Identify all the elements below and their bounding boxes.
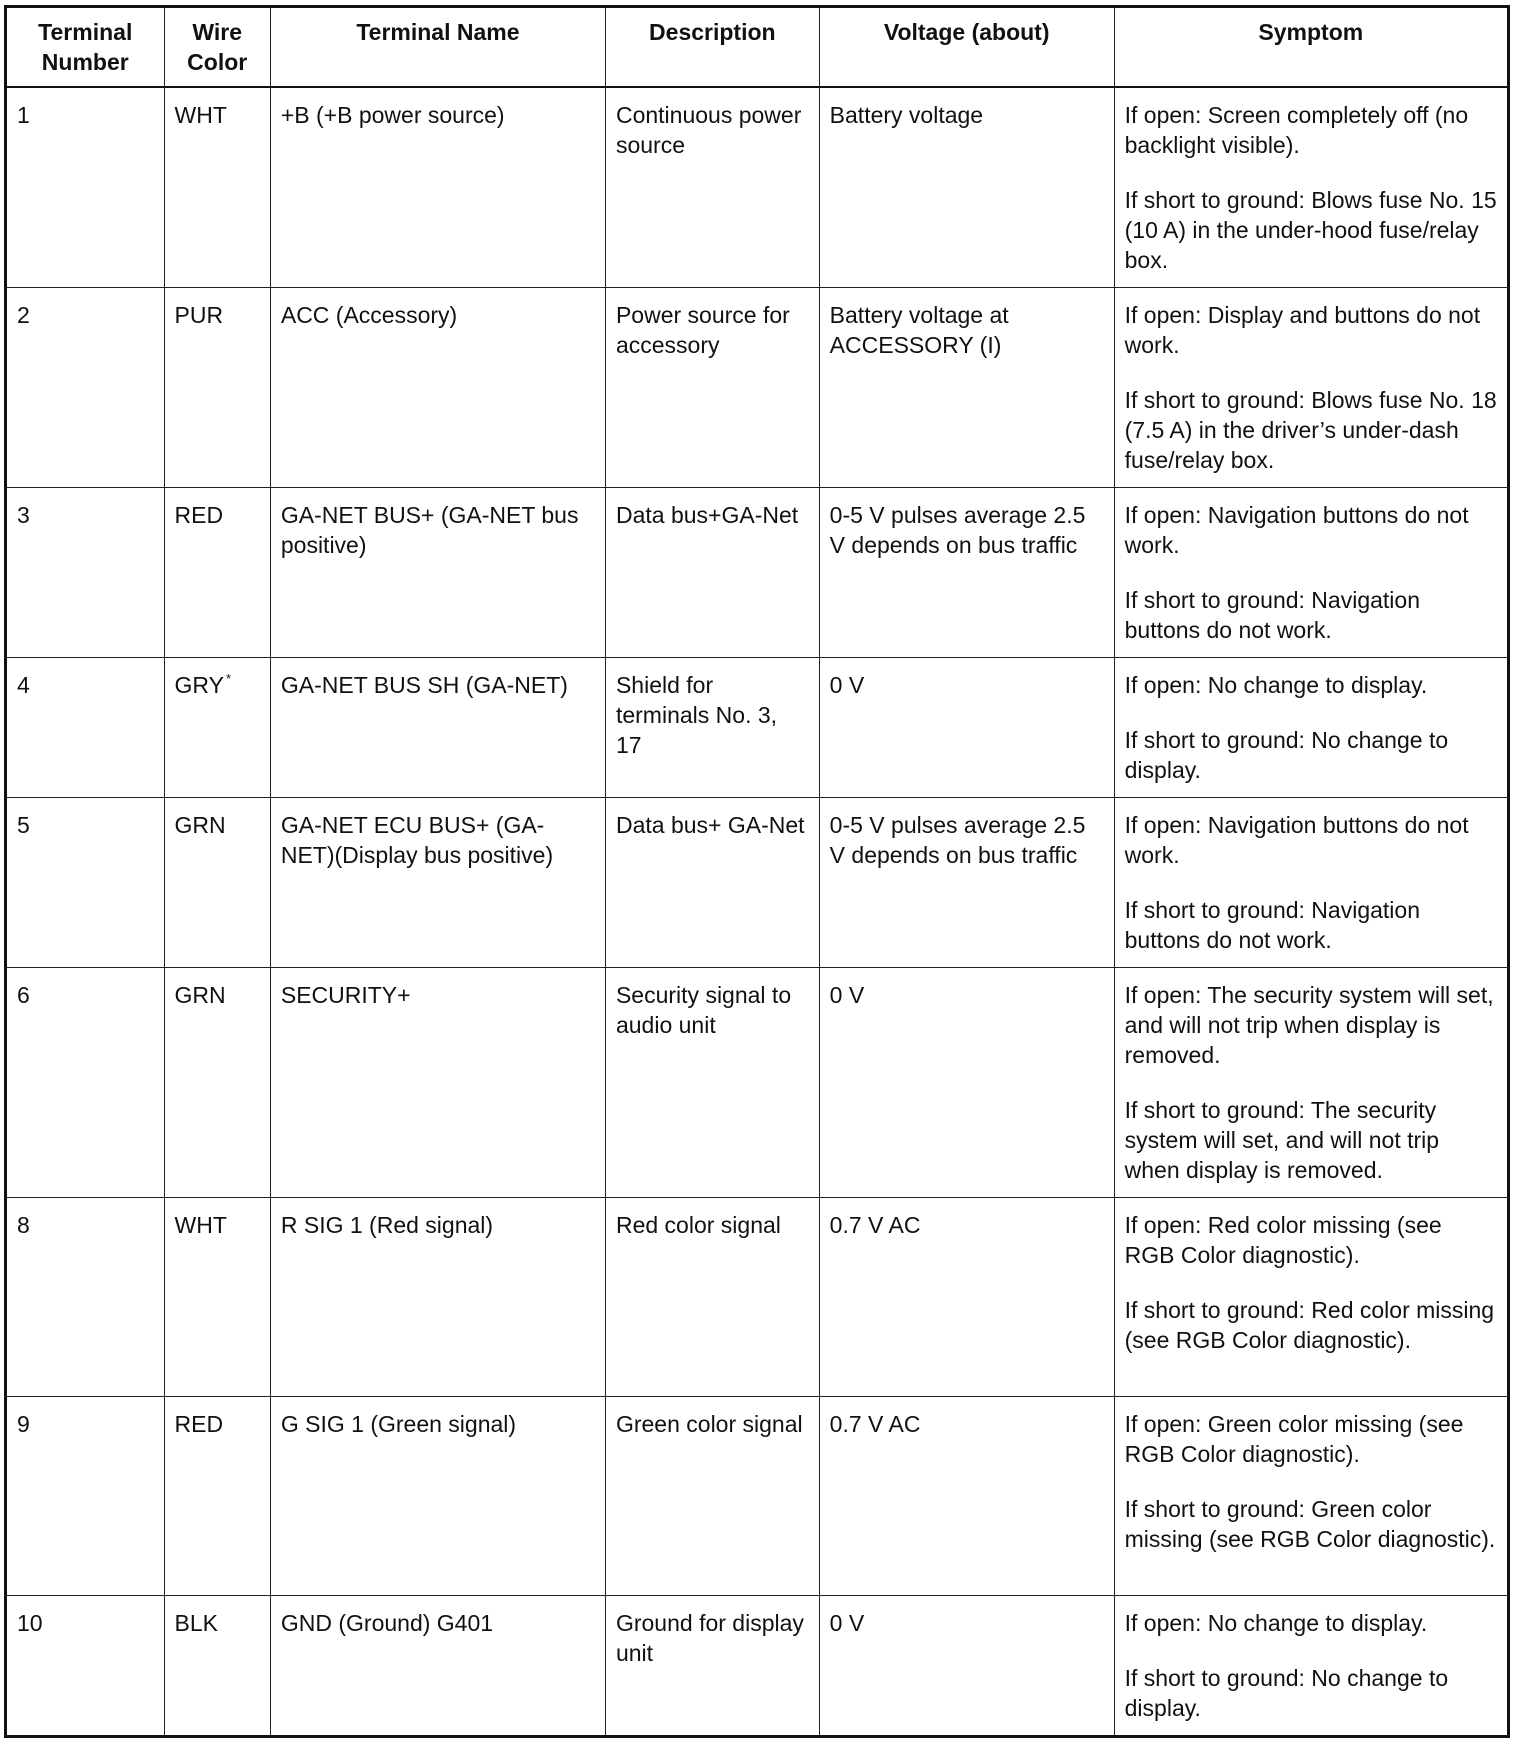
terminal-name-cell: SECURITY+ (270, 968, 605, 1198)
wire-color-cell (164, 1198, 270, 1397)
wire-color-text: WHT (174, 102, 227, 128)
wire-color-cell (164, 1397, 270, 1596)
wire-color-text: PUR (174, 302, 224, 328)
wire-color-cell (164, 1596, 270, 1737)
terminal-name-cell: ACC (Accessory) (270, 288, 605, 488)
wire-color-text: GRN (174, 812, 226, 838)
voltage-cell: 0-5 V pulses average 2.5 V depends on bus traffic (819, 798, 1114, 968)
description-cell: Data bus+ GA-Net (605, 798, 819, 968)
header-wire-color: Wire Color (164, 7, 270, 88)
description-cell: Continuous power source (605, 87, 819, 288)
description-cell: Shield for terminals No. 3, 17 (605, 658, 819, 798)
terminal-number-cell: 9 (6, 1397, 165, 1596)
header-description: Description (605, 7, 819, 88)
wire-color-text: WHT (174, 1212, 227, 1238)
symptom-open-text: If open: Green color missing (see RGB Color diagnostic). (1124, 1411, 1464, 1467)
table-row (6, 1198, 1509, 1397)
wire-color-text: RED (174, 502, 224, 528)
terminal-name-cell: +B (+B power source) (270, 87, 605, 288)
symptom-short-text: If short to ground: Navigation buttons do not work. (1124, 587, 1420, 643)
symptom-cell (1114, 1198, 1508, 1397)
terminal-number-cell: 2 (6, 288, 165, 488)
wire-color-cell (164, 87, 270, 288)
wire-color-cell (164, 488, 270, 658)
symptom-open-text: If open: No change to display. (1124, 1610, 1428, 1636)
voltage-cell: 0 V (819, 1596, 1114, 1737)
description-cell: Green color signal (605, 1397, 819, 1596)
description-cell: Ground for display unit (605, 1596, 819, 1737)
terminal-number-cell: 10 (6, 1596, 165, 1737)
symptom-open-text: If open: Display and buttons do not work. (1124, 302, 1481, 358)
header-terminal-name: Terminal Name (270, 7, 605, 88)
wire-color-cell (164, 658, 270, 798)
symptom-short-text: If short to ground: Blows fuse No. 15 (10 A) in the under-hood fuse/relay box. (1124, 187, 1497, 273)
terminal-name-cell: GND (Ground) G401 (270, 1596, 605, 1737)
table-row (6, 488, 1509, 658)
voltage-cell: 0.7 V AC (819, 1198, 1114, 1397)
table-row (6, 658, 1509, 798)
wire-color-cell (164, 968, 270, 1198)
wire-color-cell (164, 798, 270, 968)
symptom-short-text: If short to ground: No change to display. (1124, 727, 1449, 783)
wire-footnote-mark: * (225, 671, 232, 686)
terminal-number-cell: 8 (6, 1198, 165, 1397)
symptom-cell (1114, 1397, 1508, 1596)
symptom-cell (1114, 288, 1508, 488)
symptom-short-text: If short to ground: No change to display. (1124, 1665, 1449, 1721)
symptom-cell (1114, 87, 1508, 288)
voltage-cell: 0.7 V AC (819, 1397, 1114, 1596)
wire-color-text: RED (174, 1411, 224, 1437)
terminal-number-cell: 6 (6, 968, 165, 1198)
voltage-cell: Battery voltage at ACCESSORY (I) (819, 288, 1114, 488)
symptom-open-text: If open: Screen completely off (no backlight visible). (1124, 102, 1469, 158)
symptom-short-text: If short to ground: Red color missing (see RGB Color diagnostic). (1124, 1297, 1495, 1353)
terminal-name-cell: G SIG 1 (Green signal) (270, 1397, 605, 1596)
terminal-number-cell: 1 (6, 87, 165, 288)
header-symptom: Symptom (1114, 7, 1508, 88)
terminal-name-cell: GA-NET ECU BUS+ (GA-NET)(Display bus positive) (270, 798, 605, 968)
voltage-cell: Battery voltage (819, 87, 1114, 288)
symptom-short-text: If short to ground: The security system will set, and will not trip when display is removed. (1124, 1097, 1440, 1183)
wire-color-text: BLK (174, 1610, 218, 1636)
symptom-open-text: If open: No change to display. (1124, 672, 1428, 698)
terminal-name-cell: GA-NET BUS+ (GA-NET bus positive) (270, 488, 605, 658)
table-row (6, 1596, 1509, 1737)
wire-color-text: GRN (174, 982, 226, 1008)
description-cell: Security signal to audio unit (605, 968, 819, 1198)
terminal-name-cell: R SIG 1 (Red signal) (270, 1198, 605, 1397)
terminal-number-cell: 4 (6, 658, 165, 798)
symptom-cell (1114, 1596, 1508, 1737)
wire-color-cell (164, 288, 270, 488)
table-row (6, 1397, 1509, 1596)
terminal-number-cell: 5 (6, 798, 165, 968)
table-row (6, 87, 1509, 288)
description-cell: Power source for accessory (605, 288, 819, 488)
table-header-row (6, 7, 1509, 88)
voltage-cell: 0 V (819, 658, 1114, 798)
header-voltage: Voltage (about) (819, 7, 1114, 88)
symptom-open-text: If open: Red color missing (see RGB Color diagnostic). (1124, 1212, 1442, 1268)
symptom-cell (1114, 968, 1508, 1198)
voltage-cell: 0 V (819, 968, 1114, 1198)
wire-color-text: GRY (174, 672, 224, 698)
symptom-cell (1114, 488, 1508, 658)
symptom-short-text: If short to ground: Blows fuse No. 18 (7.5 A) in the driver’s under-dash fuse/relay box. (1124, 387, 1497, 473)
symptom-short-text: If short to ground: Green color missing (see RGB Color diagnostic). (1124, 1496, 1496, 1552)
table-row (6, 968, 1509, 1198)
description-cell: Data bus+GA-Net (605, 488, 819, 658)
description-cell: Red color signal (605, 1198, 819, 1397)
terminal-name-cell: GA-NET BUS SH (GA-NET) (270, 658, 605, 798)
symptom-open-text: If open: Navigation buttons do not work. (1124, 502, 1469, 558)
table-row (6, 288, 1509, 488)
terminal-number-cell: 3 (6, 488, 165, 658)
symptom-open-text: If open: Navigation buttons do not work. (1124, 812, 1469, 868)
header-terminal-number: Terminal Number (6, 7, 165, 88)
terminal-table (4, 5, 1510, 1738)
symptom-open-text: If open: The security system will set, and will not trip when display is removed. (1124, 982, 1494, 1068)
symptom-short-text: If short to ground: Navigation buttons do not work. (1124, 897, 1420, 953)
symptom-cell (1114, 658, 1508, 798)
symptom-cell (1114, 798, 1508, 968)
table-row (6, 798, 1509, 968)
voltage-cell: 0-5 V pulses average 2.5 V depends on bus traffic (819, 488, 1114, 658)
